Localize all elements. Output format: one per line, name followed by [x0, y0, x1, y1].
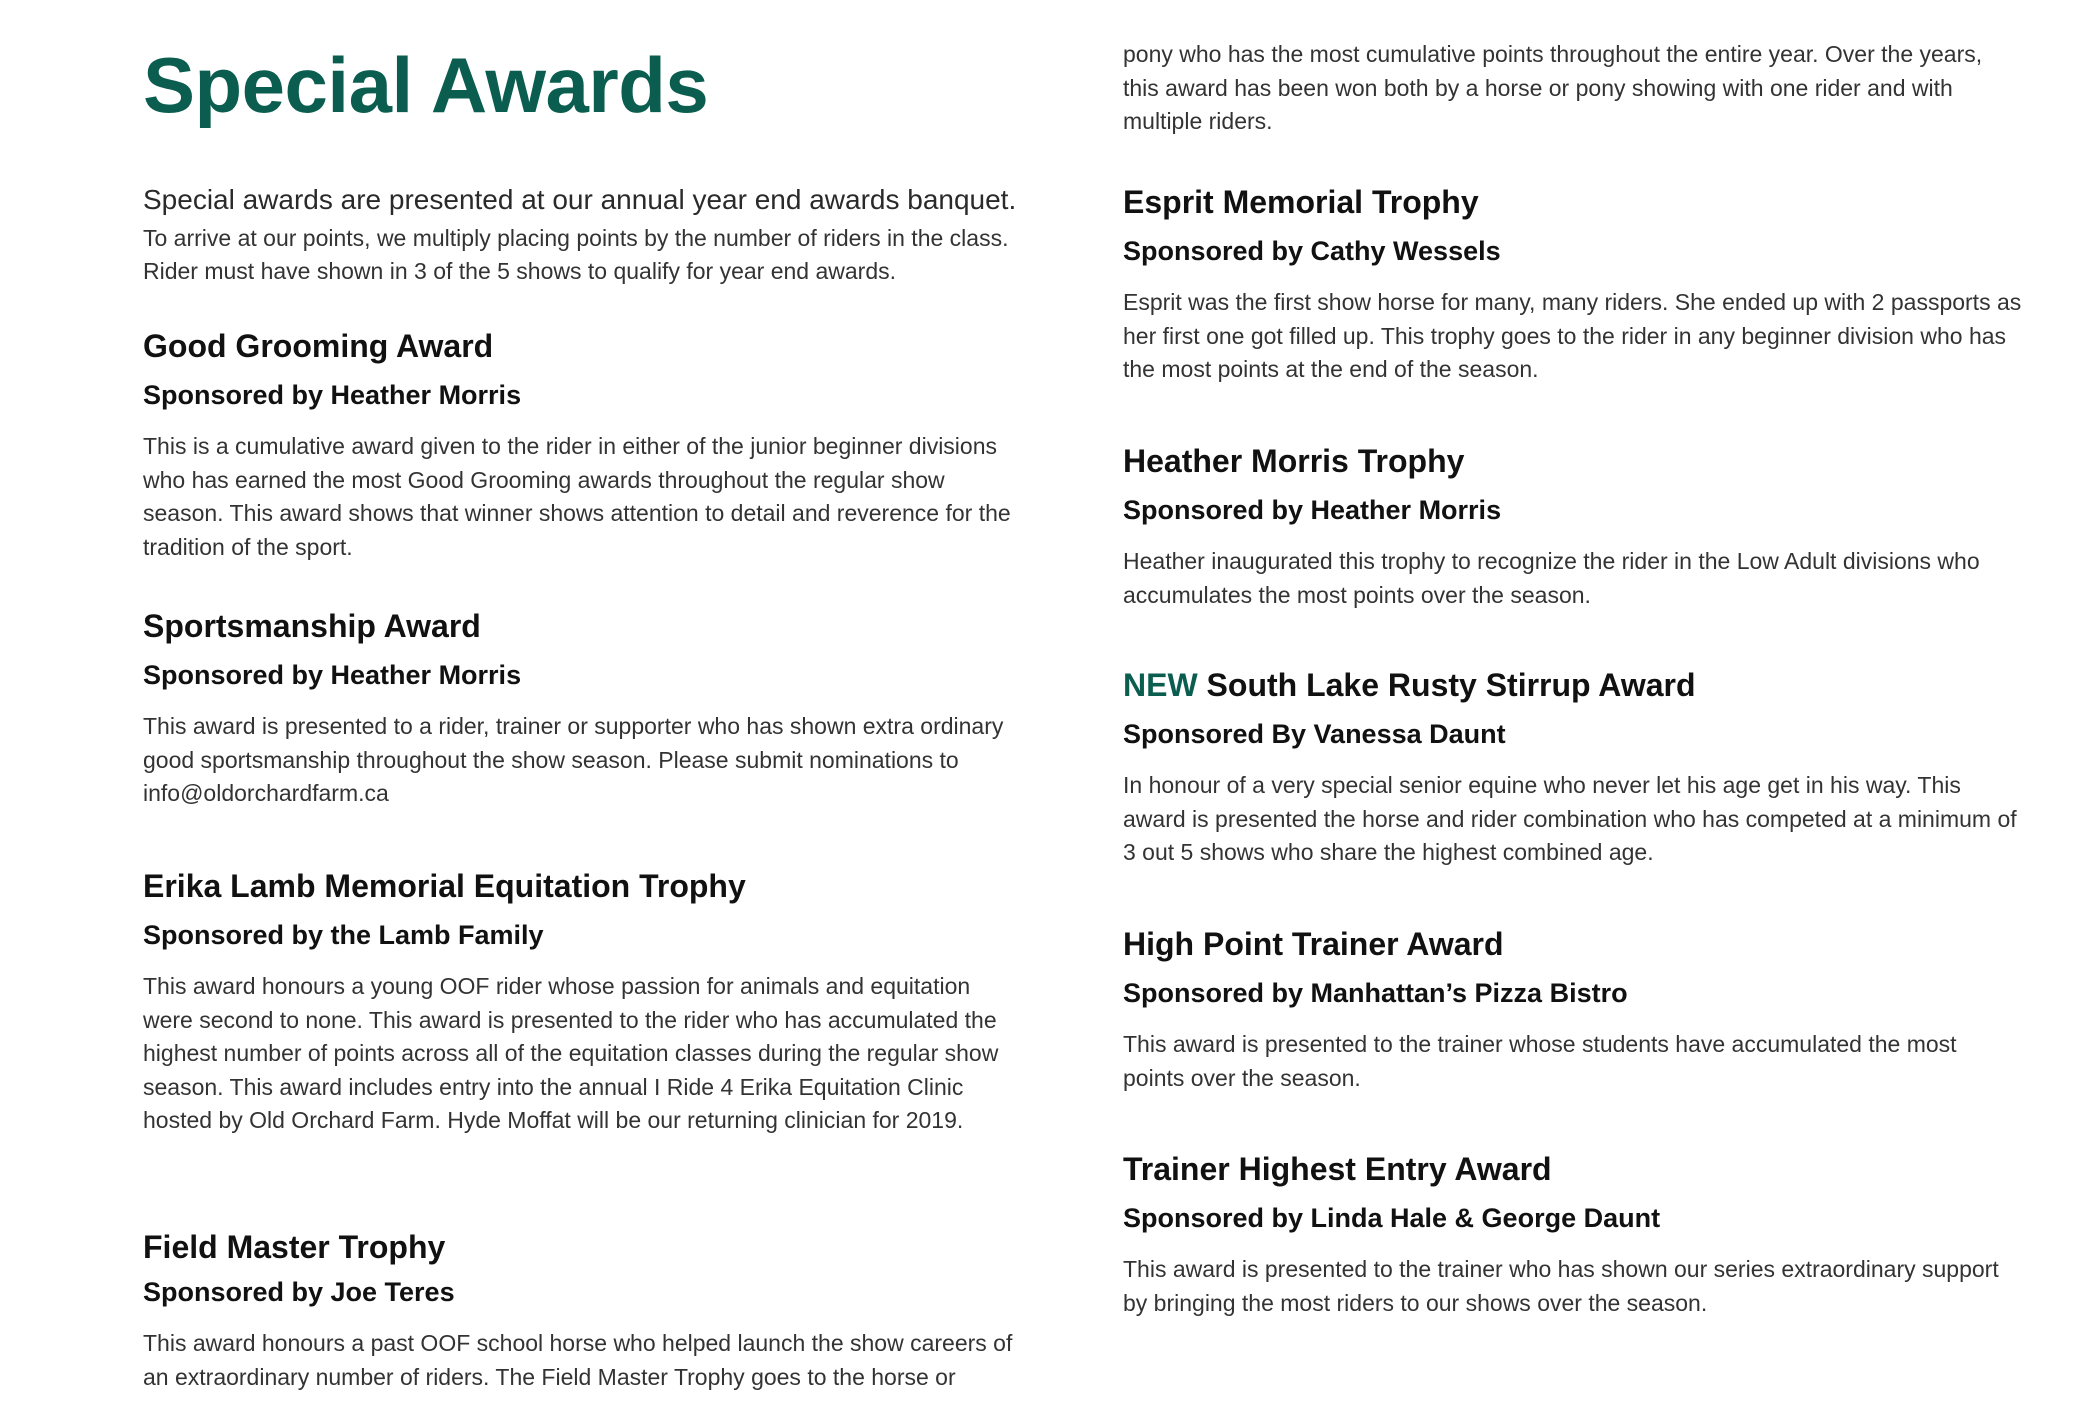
award-heading: Trainer Highest Entry Award	[1123, 1151, 1552, 1187]
award-description: This is a cumulative award given to the rider in either of the junior beginner divisions who has earned the most Good Grooming awards throughout the regular show season. This award shows that winner shows attention to detail and reverence for the tradition of the sport.	[143, 433, 1011, 560]
page-title: Special Awards	[143, 41, 709, 129]
award-description: This award is presented to a rider, trainer or supporter who has shown extra ordinary good sportsmanship throughout the show season. Please submit nominations to info@oldorchardfarm.ca	[143, 713, 1004, 806]
award-description: This award honours a past OOF school horse who helped launch the show careers of an extraordinary number of riders. The Field Master Trophy goes to the horse or	[143, 1330, 1013, 1390]
award-description: This award is presented to the trainer whose students have accumulated the most points over the season.	[1123, 1031, 1957, 1091]
award-heading: High Point Trainer Award	[1123, 926, 1504, 962]
continued-text: pony who has the most cumulative points throughout the entire year. Over the years, this award has been won both by a horse or pony showing with one rider and with multiple riders.	[1123, 41, 1983, 134]
award-field-master	[143, 1227, 1023, 1394]
award-heading: Field Master Trophy	[143, 1229, 446, 1265]
award-sportsmanship	[143, 606, 1023, 811]
award-heading: Sportsmanship Award	[143, 608, 481, 644]
award-heading: Esprit Memorial Trophy	[1123, 184, 1479, 220]
award-high-point-trainer	[1123, 924, 2023, 1095]
award-erika-lamb	[143, 866, 1023, 1138]
award-sponsor: Sponsored by the Lamb Family	[143, 920, 544, 950]
award-heading: Heather Morris Trophy	[1123, 443, 1465, 479]
award-description: In honour of a very special senior equine who never let his age get in his way. This award is presented the horse and rider combination who has competed at a minimum of 3 out 5 shows who share the highest combined age.	[1123, 772, 2017, 865]
award-heading	[1123, 665, 2023, 705]
award-sponsor: Sponsored by Linda Hale & George Daunt	[1123, 1203, 1661, 1233]
award-heading: Erika Lamb Memorial Equitation Trophy	[143, 868, 746, 904]
award-sponsor: Sponsored by Heather Morris	[143, 660, 522, 690]
award-sponsor: Sponsored by Heather Morris	[143, 380, 522, 410]
award-good-grooming	[143, 326, 1023, 564]
award-description: This award is presented to the trainer who has shown our series extraordinary support by bringing the most riders to our shows over the season.	[1123, 1256, 1999, 1316]
award-heather-morris	[1123, 441, 2023, 612]
award-trainer-highest-entry	[1123, 1149, 2023, 1320]
award-sponsor: Sponsored By Vanessa Daunt	[1123, 719, 1506, 749]
award-sponsor: Sponsored by Cathy Wessels	[1123, 236, 1501, 266]
award-sponsor: Sponsored by Joe Teres	[143, 1277, 455, 1307]
award-esprit-memorial	[1123, 182, 2023, 387]
intro-lead: Special awards are presented at our annual year end awards banquet.	[143, 184, 1017, 215]
award-description: Heather inaugurated this trophy to recognize the rider in the Low Adult divisions who accumulates the most points over the season.	[1123, 548, 1980, 608]
award-description: This award honours a young OOF rider whose passion for animals and equitation were second to none. This award is presented to the rider who has accumulated the highest number of points across all of the equitation classes during the regular show season. This award includes entry into the annual I Ride 4 Erika Equitation Clinic hosted by Old Orchard Farm. Hyde Moffat will be our returning clinician for 2019.	[143, 973, 999, 1133]
award-heading: Good Grooming Award	[143, 328, 494, 364]
award-heading-text: South Lake Rusty Stirrup Award	[1206, 667, 1696, 703]
award-rusty-stirrup	[1123, 665, 2023, 870]
award-sponsor: Sponsored by Manhattan’s Pizza Bistro	[1123, 978, 1628, 1008]
award-sponsor: Sponsored by Heather Morris	[1123, 495, 1502, 525]
award-description: Esprit was the first show horse for many, many riders. She ended up with 2 passports as her first one got filled up. This trophy goes to the rider in any beginner division who has the most points at the end of the season.	[1123, 289, 2022, 382]
new-badge: NEW	[1123, 667, 1198, 703]
intro-body: To arrive at our points, we multiply placing points by the number of riders in the class. Rider must have shown in 3 of the 5 shows to qualify for year end awards.	[143, 225, 1009, 284]
